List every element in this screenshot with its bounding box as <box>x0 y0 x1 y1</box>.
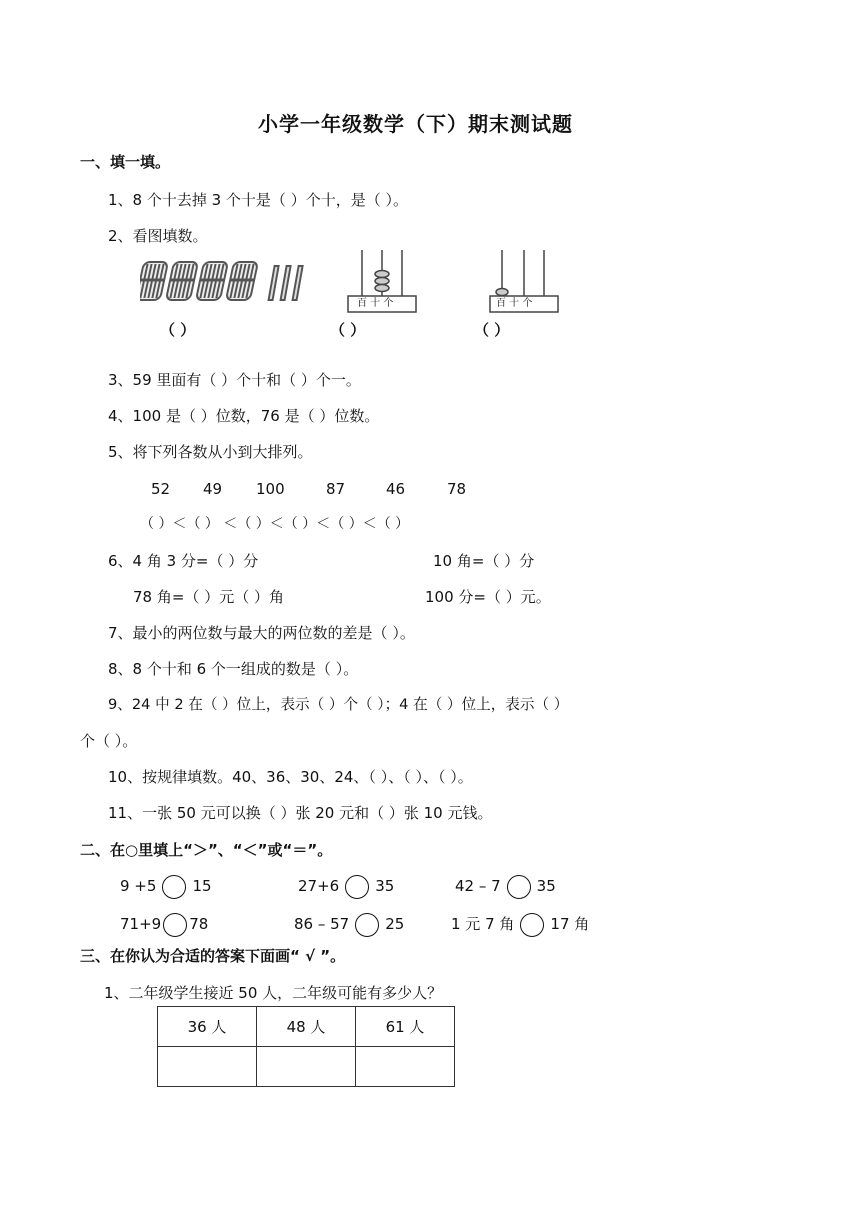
compare-item-2 <box>298 872 394 900</box>
compare-item-4 <box>120 910 208 938</box>
question-2: 2、看图填数。 <box>108 227 208 245</box>
question-8: 8、8 个十和 6 个一组成的数是（ ）。 <box>108 660 359 678</box>
compare-right: 25 <box>385 915 405 933</box>
answer-circle[interactable] <box>520 913 544 937</box>
question-6a: 6、4 角 3 分=（ ）分 <box>108 552 259 570</box>
section3-question-1: 1、二年级学生接近 50 人，二年级可能有多少人？ <box>104 984 443 1002</box>
page-title: 小学一年级数学（下）期末测试题 <box>258 112 573 136</box>
answer-circle[interactable] <box>507 875 531 899</box>
compare-left: 42 – 7 <box>455 877 501 895</box>
compare-left: 71+9 <box>120 915 162 933</box>
compare-right: 35 <box>375 877 395 895</box>
compare-item-1 <box>120 872 212 900</box>
question-9-line2: 个（ ）。 <box>80 732 138 750</box>
compare-left: 27+6 <box>298 877 340 895</box>
question-9-line1: 9、24 中 2 在（ ）位上，表示（ ）个（ ）；4 在（ ）位上，表示（ ） <box>108 696 569 713</box>
option-cell: 61 人 <box>356 1007 455 1047</box>
section3-heading: 三、在你认为合适的答案下面画“ √ ”。 <box>80 947 346 965</box>
answer-circle[interactable] <box>163 913 187 937</box>
q5-number-1: 52 <box>151 480 171 498</box>
q5-number-5: 46 <box>386 480 406 498</box>
q5-number-2: 49 <box>203 480 223 498</box>
section1-heading: 一、填一填。 <box>80 153 171 171</box>
compare-left: 1 元 7 角 <box>451 915 515 933</box>
question-6c: 78 角=（ ）元（ ）角 <box>133 588 284 606</box>
table-row <box>158 1047 455 1087</box>
abacus-2-place-labels: 百 十 个 <box>496 298 533 309</box>
question-10: 10、按规律填数。40、36、30、24、（ ）、（ ）、（ ）。 <box>108 768 473 786</box>
answer-circle[interactable] <box>162 875 186 899</box>
answer-paren-1: （ ） <box>160 321 196 339</box>
answer-cell[interactable] <box>356 1047 455 1087</box>
question-1: 1、8 个十去掉 3 个十是（ ）个十，是（ ）。 <box>108 191 408 209</box>
option-cell: 48 人 <box>257 1007 356 1047</box>
question-6d: 100 分=（ ）元。 <box>425 588 551 606</box>
q5-number-3: 100 <box>256 480 285 498</box>
answer-paren-3: （ ） <box>474 321 510 339</box>
compare-left: 86 – 57 <box>294 915 350 933</box>
compare-right: 78 <box>189 915 209 933</box>
answer-circle[interactable] <box>345 875 369 899</box>
stick-bundles-picture <box>140 258 310 306</box>
compare-item-3 <box>455 872 556 900</box>
q5-number-6: 78 <box>447 480 467 498</box>
answer-cell[interactable] <box>158 1047 257 1087</box>
abacus-1-place-labels: 百 十 个 <box>357 298 394 309</box>
q5-order-blanks: （ ）＜（ ） ＜（ ）＜（ ）＜（ ）＜（ ） <box>140 516 410 532</box>
question-11: 11、一张 50 元可以换（ ）张 20 元和（ ）张 10 元钱。 <box>108 804 493 822</box>
compare-item-5 <box>294 910 404 938</box>
q5-number-4: 87 <box>326 480 346 498</box>
compare-right: 15 <box>192 877 212 895</box>
compare-left: 9 +5 <box>120 877 157 895</box>
answer-paren-2: （ ） <box>330 321 366 339</box>
question-3: 3、59 里面有（ ）个十和（ ）个一。 <box>108 371 361 389</box>
answer-cell[interactable] <box>257 1047 356 1087</box>
table-row <box>158 1007 455 1047</box>
answer-options-table <box>157 1006 455 1087</box>
question-5: 5、将下列各数从小到大排列。 <box>108 443 313 461</box>
compare-right: 17 角 <box>550 915 590 933</box>
answer-circle[interactable] <box>355 913 379 937</box>
section2-heading: 二、在○里填上“＞”、“＜”或“＝”。 <box>80 841 333 859</box>
question-4: 4、100 是（ ）位数，76 是（ ）位数。 <box>108 407 380 425</box>
compare-right: 35 <box>536 877 556 895</box>
option-cell: 36 人 <box>158 1007 257 1047</box>
question-6b: 10 角=（ ）分 <box>433 552 535 570</box>
question-7: 7、最小的两位数与最大的两位数的差是（ ）。 <box>108 624 415 642</box>
compare-item-6 <box>451 910 589 938</box>
